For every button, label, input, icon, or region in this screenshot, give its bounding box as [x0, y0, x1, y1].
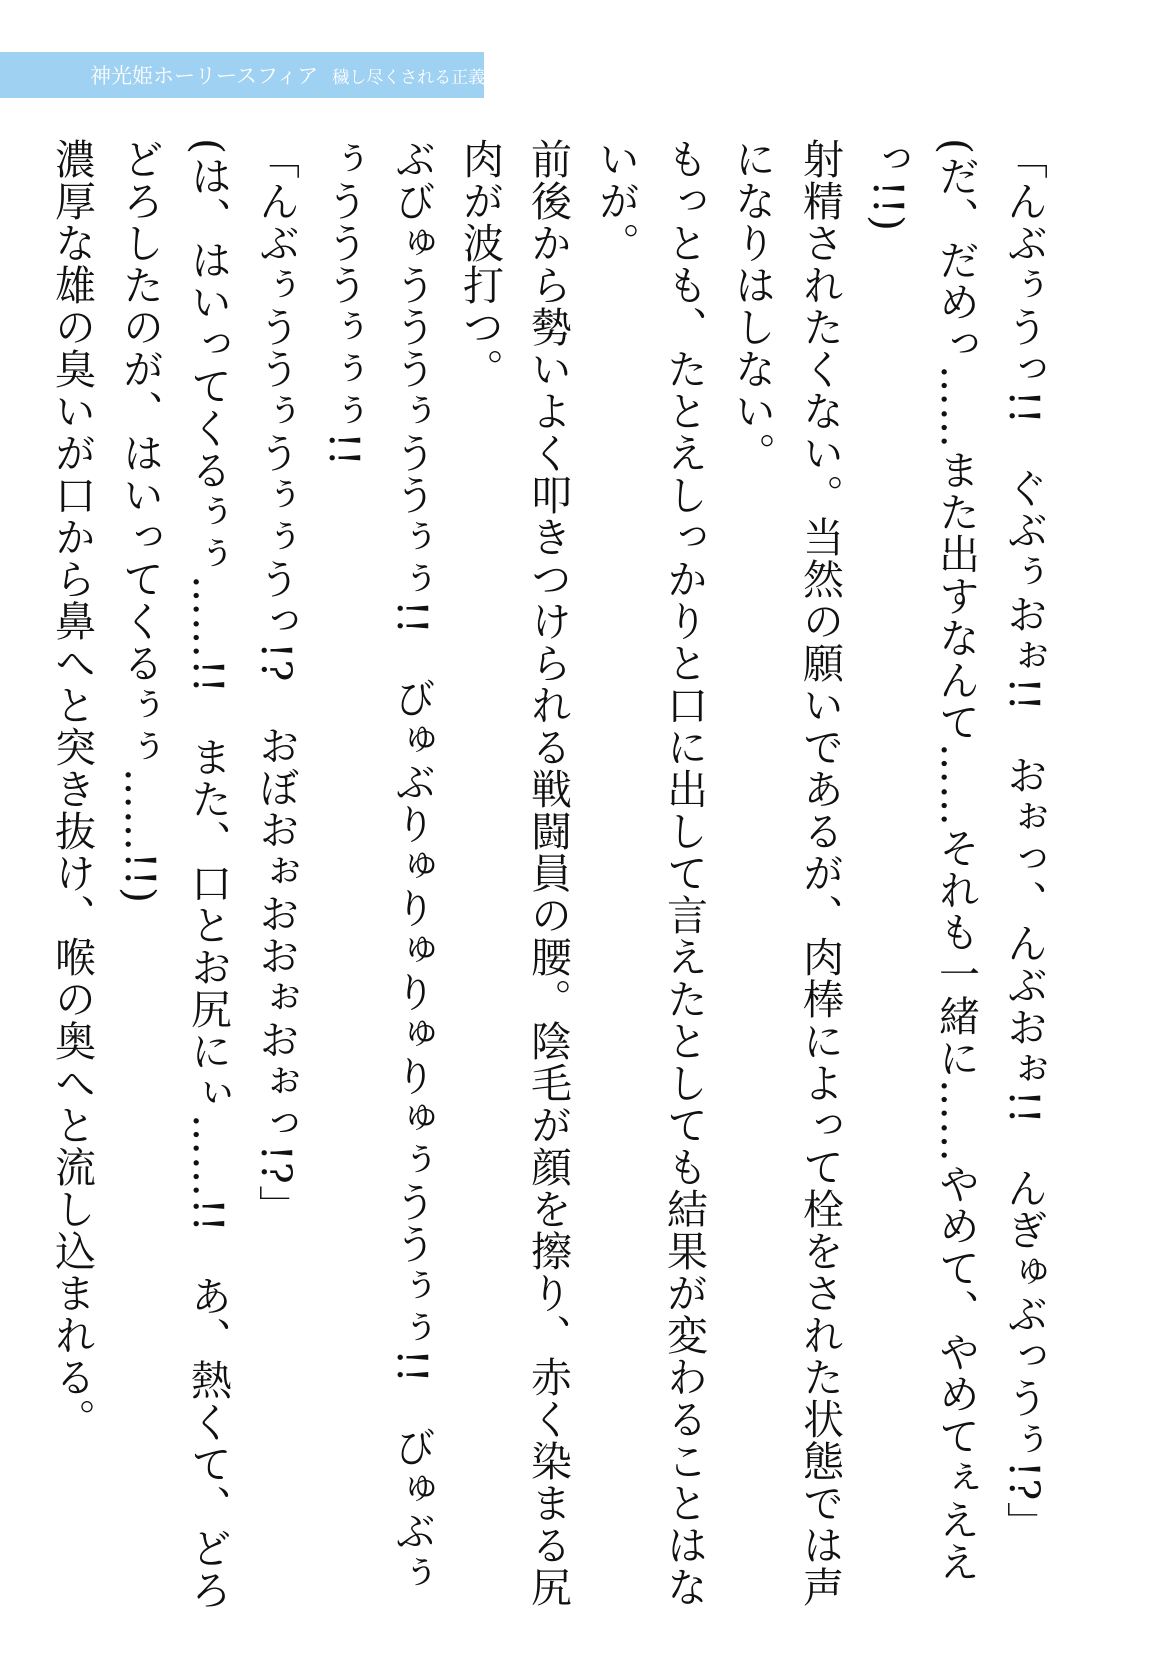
paragraph: (は、はいってくるぅぅ……!! また、口とお尻にぃ……!! あ、熱くて、どろどろしたのが、はいってくるぅぅ……!!)	[116, 138, 232, 1611]
running-header	[0, 52, 484, 98]
paragraph: 濃厚な雄の臭いが口から鼻へと突き抜け、喉の奥へと流し込まれる。	[48, 138, 96, 1440]
paragraph: ぶびゅうううぅううぅぅ!! びゅぶりゅりゅりゅりゅぅううぅぅ!! びゅぶぅぅうううぅぅぅ!!	[320, 138, 436, 1594]
paragraph: もっとも、たとえしっかりと口に出して言えたとしても結果が変わることはないが。	[592, 138, 708, 1608]
paragraph: 「んぶぅうっ!! ぐぶぅおぉ!! おぉっ、んぶおぉ!! んぎゅぶっうぅ!?」	[1000, 138, 1048, 1544]
vertical-body-text	[48, 138, 1058, 1618]
paragraph: 射精されたくない。当然の願いであるが、肉棒によって栓をされた状態では声になりはしない。	[728, 138, 844, 1608]
paragraph: (だ、だめっ……また出すなんて……それも一緒に……やめて、やめてぇええっ!!)	[864, 138, 980, 1583]
paragraph: 「んぶぅううぅうぅぅうっ!? おぼおぉおおぉおぉっ!?」	[252, 138, 300, 1227]
book-title: 神光姫ホーリースフィア	[90, 64, 319, 88]
chapter-subtitle: 穢し尽くされる正義	[332, 67, 486, 88]
paragraph: 前後から勢いよく叩きつけられる戦闘員の腰。陰毛が顔を擦り、赤く染まる尻肉が波打つ。	[456, 138, 572, 1608]
